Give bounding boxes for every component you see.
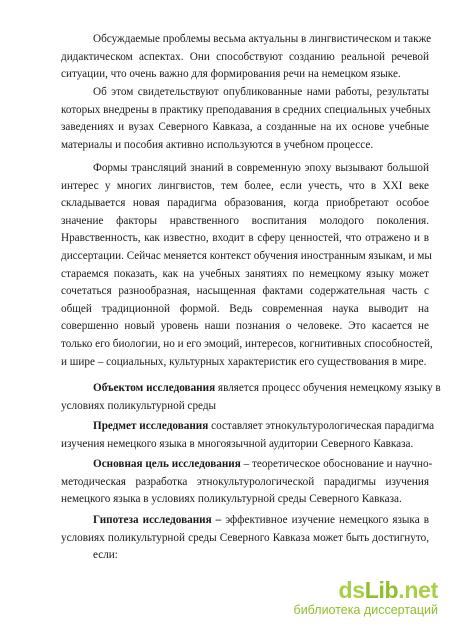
paragraph-object bbox=[61, 380, 441, 415]
text-line: только его биологии, но и его эмоций, интересов, когнитивных способностей, bbox=[61, 337, 433, 350]
text-line: диссертации. Сейчас меняется контекст обучения иностранным языкам, и мы bbox=[61, 249, 432, 262]
text-fragment: составляет этнокультурологическая парадигма bbox=[208, 420, 435, 432]
paragraph-goal bbox=[61, 456, 433, 509]
term-hypothesis: Гипотеза исследования – bbox=[93, 514, 222, 526]
text-line: методическая разработка этнокультурологической парадигмы изучения bbox=[61, 475, 429, 488]
text-line: дидактическом аспектах. Они способствуют созданию реальной речевой bbox=[61, 50, 429, 63]
text-line: и шире – социальных, культурных характеристик его существования в мире. bbox=[61, 355, 427, 368]
text-line: изучения немецкого языка в многоязычной аудитории Северного Кавказа. bbox=[61, 437, 414, 450]
text-line: Формы трансляций знаний в современную эпоху вызывают большой bbox=[93, 162, 429, 174]
text-line: Об этом свидетельствуют опубликованные нами работы, результаты bbox=[93, 86, 429, 98]
paragraph-subject bbox=[61, 418, 435, 453]
paragraph-2 bbox=[61, 84, 429, 154]
text-line: ситуации, что очень важно для формирования речи на немецком языке. bbox=[61, 68, 401, 81]
text-line: заведениях и вузах Северного Кавказа, а созданные на их основе учебные bbox=[61, 121, 429, 134]
text-line: Обсуждаемые проблемы весьма актуальны в лингвистическом и также bbox=[93, 33, 432, 45]
text-line: условиях поликультурной среды Северного Кавказа может быть достигнуто, bbox=[61, 531, 429, 544]
text-line bbox=[61, 418, 435, 436]
text-line bbox=[61, 512, 429, 530]
text-line: стараемся показать, как на учебных занятиях по немецкому языку может bbox=[61, 267, 429, 280]
text-line: если: bbox=[93, 549, 118, 562]
text-line bbox=[61, 380, 441, 398]
text-line: условиях поликультурной среды bbox=[61, 399, 217, 412]
text-line: немецкого языка в условиях поликультурной среды Северного Кавказа. bbox=[61, 493, 402, 506]
watermark-subtitle: библиотека диссертаций bbox=[293, 603, 438, 617]
text-line: совершенно новый уровень наши познания о человеке. Это касается не bbox=[61, 320, 429, 333]
text-line: Нравственность, как известно, входит в сферу ценностей, что отражено и в bbox=[61, 232, 429, 245]
term-goal: Основная цель исследования bbox=[93, 458, 241, 470]
text-fragment: – теоретическое обоснование и научно- bbox=[240, 458, 433, 470]
paragraph-1 bbox=[61, 31, 432, 84]
text-line: материалы и пособия активно используются в учебном процессе. bbox=[61, 138, 374, 151]
paragraph-3 bbox=[61, 160, 433, 371]
text-fragment: является процесс обучения немецкому языку в bbox=[215, 382, 441, 394]
term-subject: Предмет исследования bbox=[93, 420, 209, 432]
text-line: интерес у многих лингвистов, тем более, если учесть, что в XXI веке bbox=[61, 179, 429, 192]
text-line: которых внедрены в практику преподавания в средних специальных учебных bbox=[61, 103, 431, 116]
term-object: Объектом исследования bbox=[93, 382, 216, 394]
text-line: общей традиционной формой. Ведь современная наука выводит на bbox=[61, 302, 429, 315]
text-line: сочетаться разнообразная, насыщенная фактами содержательная часть с bbox=[61, 285, 429, 298]
text-line bbox=[61, 456, 433, 474]
paragraph-hypothesis bbox=[61, 512, 429, 565]
watermark bbox=[294, 577, 438, 617]
watermark-logo: dsLib.net bbox=[338, 577, 438, 603]
text-line: складывается новая парадигма образования, когда приобретают особое bbox=[61, 197, 429, 210]
text-fragment: эффективное изучение немецкого языка в bbox=[221, 514, 429, 526]
text-line: значение факторы нравственного воспитания молодого поколения. bbox=[61, 214, 429, 227]
